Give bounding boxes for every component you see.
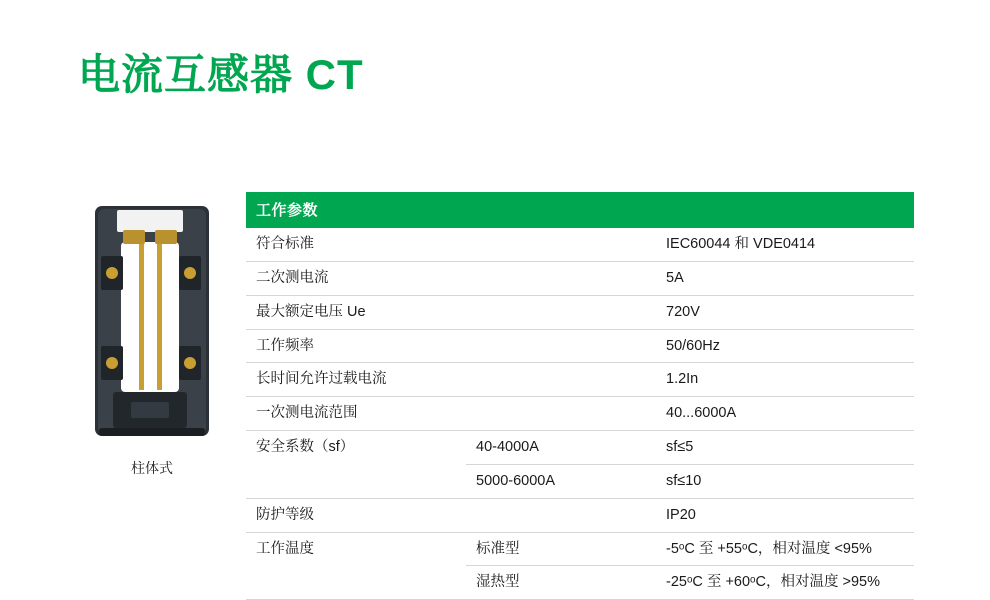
current-transformer-illustration — [87, 196, 217, 446]
row-value: -25ᵒC 至 +60ᵒC，相对温度 >95% — [656, 566, 914, 600]
table-body — [246, 228, 914, 600]
table-row — [246, 431, 914, 465]
table-row — [246, 464, 914, 498]
table-row — [246, 228, 914, 261]
row-label: 工作频率 — [246, 329, 656, 363]
row-value: sf≤10 — [656, 464, 914, 498]
specification-table — [246, 192, 914, 600]
row-value: 50/60Hz — [656, 329, 914, 363]
row-value: sf≤5 — [656, 431, 914, 465]
table-row — [246, 397, 914, 431]
product-caption: 柱体式 — [131, 460, 173, 476]
row-sublabel: 湿热型 — [466, 566, 656, 600]
row-sublabel: 40-4000A — [466, 431, 656, 465]
table-header-row — [246, 192, 914, 228]
table-row — [246, 329, 914, 363]
row-label — [246, 566, 466, 600]
row-sublabel: 5000-6000A — [466, 464, 656, 498]
current-transformer-photo — [87, 196, 217, 446]
table-row — [246, 261, 914, 295]
table-row — [246, 295, 914, 329]
page-title: 电流互感器 CT — [78, 51, 364, 98]
row-value: IP20 — [656, 498, 914, 532]
table-row — [246, 498, 914, 532]
row-value: 720V — [656, 295, 914, 329]
row-value: IEC60044 和 VDE0414 — [656, 228, 914, 261]
row-value: 40...6000A — [656, 397, 914, 431]
row-label: 工作温度 — [256, 540, 314, 557]
row-label: 最大额定电压 Ue — [246, 295, 656, 329]
row-label: 长时间允许过载电流 — [246, 363, 656, 397]
row-label: 二次测电流 — [246, 261, 656, 295]
row-value: 5A — [656, 261, 914, 295]
product-figure-block — [72, 196, 232, 478]
row-label: 防护等级 — [246, 498, 656, 532]
row-sublabel: 标准型 — [466, 532, 656, 566]
row-label: 安全系数（sf） — [256, 439, 355, 456]
table-row — [246, 363, 914, 397]
row-label — [246, 464, 466, 498]
row-value: 1.2In — [656, 363, 914, 397]
row-label: 符合标准 — [246, 228, 656, 261]
table-row — [246, 566, 914, 600]
table-header-title: 工作参数 — [246, 192, 914, 228]
row-value: -5ᵒC 至 +55ᵒC，相对温度 <95% — [656, 532, 914, 566]
row-label: 一次测电流范围 — [246, 397, 656, 431]
